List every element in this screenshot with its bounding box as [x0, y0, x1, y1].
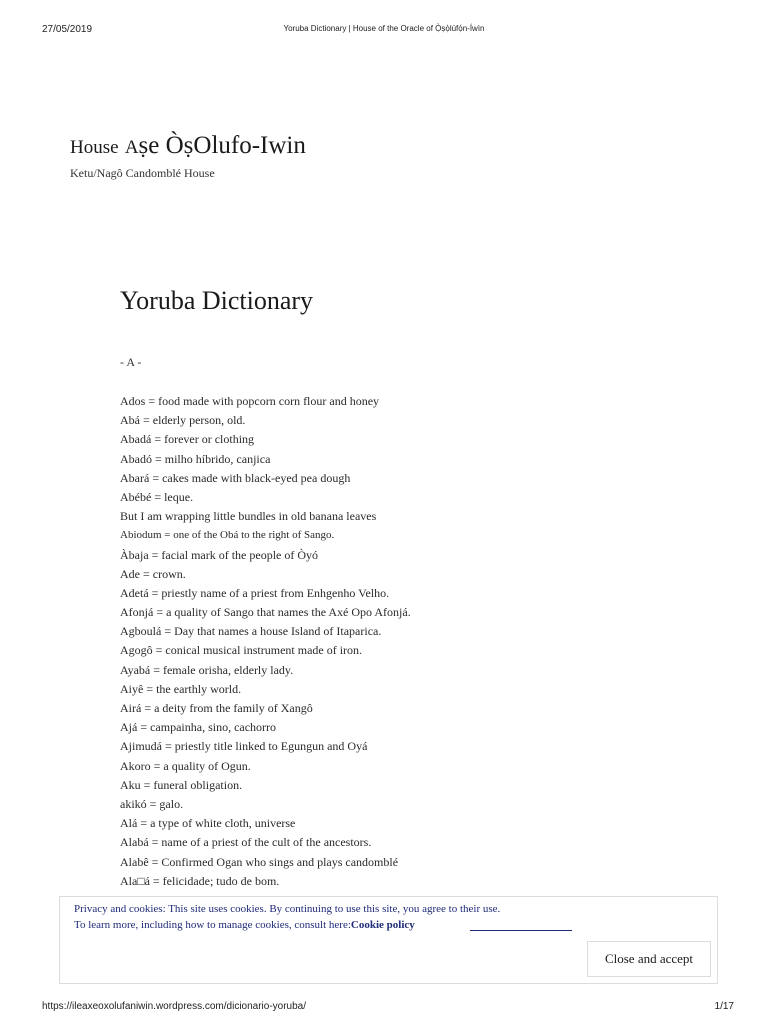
dictionary-entry: Aku = funeral obligation.	[120, 777, 243, 792]
dictionary-entry: Agogô = conical musical instrument made of iron.	[120, 643, 363, 658]
cookie-divider	[470, 930, 572, 931]
dictionary-entry: Ayabá = female orisha, elderly lady.	[120, 662, 294, 677]
site-title-rest: ṣe ÒṣOlufo-Iwin	[138, 132, 306, 159]
cookie-learn-more-text	[74, 919, 415, 931]
dictionary-entry-list	[120, 392, 411, 910]
print-footer-page-number: 1/17	[714, 1001, 734, 1012]
dictionary-entry: Ajá = campainha, sino, cachorro	[120, 720, 277, 735]
dictionary-entry: Akoro = a quality of Ogun.	[120, 758, 251, 773]
dictionary-entry: Abiodum = one of the Obá to the right of Sango.	[120, 529, 335, 542]
dictionary-entry: Afonjá = a quality of Sango that names the Axé Opo Afonjá.	[120, 605, 411, 620]
dictionary-entry: Abadó = milho híbrido, canjica	[120, 451, 271, 466]
dictionary-entry: Alabê = Confirmed Ogan who sings and plays candomblé	[120, 854, 399, 869]
dictionary-entry: Aiyê = the earthly world.	[120, 681, 242, 696]
dictionary-entry: akikó = galo.	[120, 796, 184, 811]
print-header-date: 27/05/2019	[42, 24, 93, 35]
cookie-banner	[59, 896, 718, 984]
dictionary-entry: Abadá = forever or clothing	[120, 432, 255, 447]
dictionary-entry: Ados = food made with popcorn corn flour and honey	[120, 394, 380, 408]
page-title: Yoruba Dictionary	[120, 286, 314, 315]
cookie-learn-more-prefix: To learn more, including how to manage cookies, consult here:	[74, 919, 351, 931]
close-and-accept-button[interactable]: Close and accept	[587, 941, 711, 977]
dictionary-entry: Ala□á = felicidade; tudo de bom.	[120, 873, 280, 888]
dictionary-entry: Ajimudá = priestly title linked to Egungun and Oyá	[120, 739, 368, 754]
section-letter-heading: - A -	[120, 355, 142, 369]
dictionary-entry: Àbaja = facial mark of the people of Òyó	[120, 547, 319, 562]
dictionary-entry: Alabá = name of a priest of the cult of the ancestors.	[120, 835, 372, 850]
site-title-house: House	[70, 137, 119, 158]
dictionary-entry: Alá = a type of white cloth, universe	[120, 816, 296, 831]
dictionary-entry: Airá = a deity from the family of Xangô	[120, 701, 313, 715]
site-title-a: A	[124, 137, 139, 158]
site-tagline: Ketu/Nagô Candomblé House	[70, 166, 215, 180]
print-footer-url: https://ileaxeoxolufaniwin.wordpress.com/dicionario-yoruba/	[42, 1001, 307, 1012]
dictionary-entry: Abará = cakes made with black-eyed pea dough	[120, 470, 351, 485]
print-header-title: Yoruba Dictionary | House of the Oracle of Ọ̀ṣọ̀lúfọ́n-Íwìn	[283, 24, 485, 33]
dictionary-entry: Abébé = leque.	[120, 489, 194, 504]
dictionary-entry: But I am wrapping little bundles in old banana leaves	[120, 509, 377, 524]
cookie-policy-link[interactable]: Cookie policy	[350, 919, 415, 931]
site-title-link[interactable]	[70, 132, 306, 160]
cookie-notice-text: Privacy and cookies: This site uses cookies. By continuing to use this site, you agree to their use.	[74, 903, 501, 915]
dictionary-entry: Agboulá = Day that names a house Island of Itaparica.	[120, 624, 382, 639]
dictionary-entry: Ade = crown.	[120, 566, 186, 581]
dictionary-entry: Abá = elderly person, old.	[120, 413, 246, 428]
dictionary-entry: Adetá = priestly name of a priest from Enhgenho Velho.	[120, 585, 390, 600]
